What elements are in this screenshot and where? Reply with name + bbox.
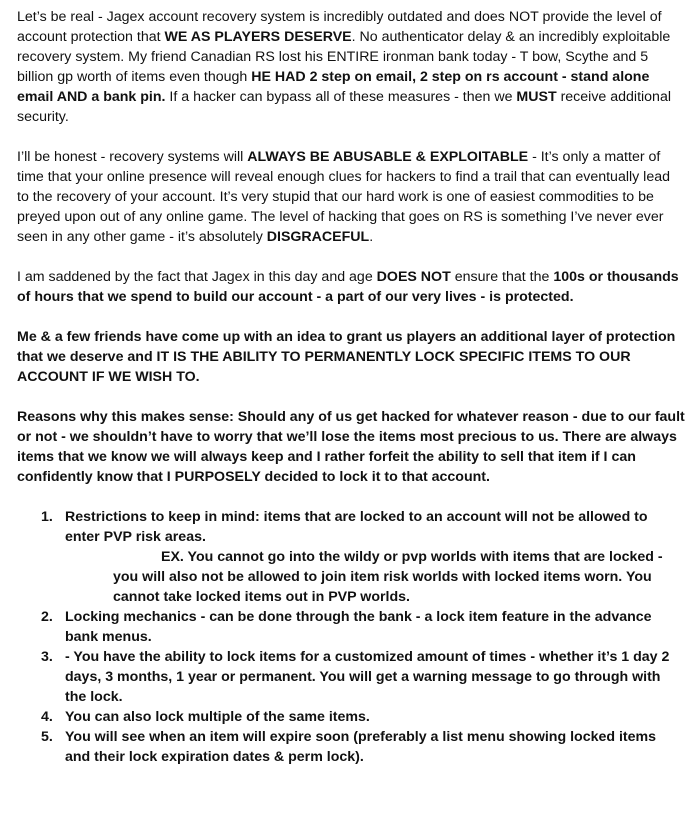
list-number: 3.	[41, 649, 53, 665]
text-run-bold: ALWAYS BE ABUSABLE & EXPLOITABLE	[247, 149, 529, 165]
paragraph-recovery	[17, 147, 685, 247]
list-item-text: - You have the ability to lock items for a customized amount of times - whether it’s 1 day 2 days, 3 months, 1 year or permanent. You will get a warning message to go through with the lock.	[65, 649, 670, 705]
text-run-bold: DOES NOT	[376, 269, 451, 285]
text-run-bold: MUST	[516, 89, 557, 105]
list-item	[17, 647, 685, 707]
text-run-bold: HE HAD 2 step on email, 2 step on rs account - stand alone email AND a bank pin.	[17, 69, 650, 105]
list-number: 4.	[41, 709, 53, 725]
text-run: Let’s be real - Jagex account recovery system is incredibly outdated and does NOT provide the level of account protection that	[17, 9, 662, 45]
list-item	[17, 727, 685, 767]
paragraph-reasons	[17, 407, 685, 487]
paragraph-saddened	[17, 267, 685, 307]
list-item-subtext: EX. You cannot go into the wildy or pvp worlds with items that are locked - you will also not be allowed to join item risk worlds with locked items worn. You cannot take locked items out in PVP worlds.	[113, 549, 663, 605]
list-item-text: You can also lock multiple of the same items.	[65, 709, 370, 725]
text-run-bold: WE AS PLAYERS DESERVE	[164, 29, 352, 45]
text-run-bold: Reasons why this makes sense: Should any of us get hacked for whatever reason - due to our fault or not - we shouldn’t have to worry that we’ll lose the items most precious to us. There are always items that we know we will always keep and I rather forfeit the ability to sell that item if I can confidently know that I PURPOSELY decided to lock it to that account.	[17, 409, 685, 485]
list-number: 2.	[41, 609, 53, 625]
list-item	[17, 707, 685, 727]
paragraph-intro	[17, 7, 685, 127]
text-run: .	[369, 229, 374, 245]
text-run: If a hacker can bypass all of these measures - then we	[165, 89, 517, 105]
text-run-bold: DISGRACEFUL	[266, 229, 370, 245]
text-run: . No authenticator delay & an incredibly exploitable recovery system. My friend Canadian RS lost his ENTIRE ironman bank today - T bow, Scythe and 5 billion gp worth of items even though	[17, 29, 671, 85]
list-item-text: Restrictions to keep in mind: items that are locked to an account will not be allowed to enter PVP risk areas.	[65, 509, 648, 545]
text-run-bold: Me & a few friends have come up with an idea to grant us players an additional layer of protection that we deserve and IT IS THE ABILITY TO PERMANENTLY LOCK SPECIFIC ITEMS TO OUR ACCOUNT IF WE WISH TO.	[17, 329, 676, 385]
text-run-bold: 100s or thousands of hours that we spend to build our account - a part of our very lives - is protected.	[17, 269, 679, 305]
numbered-list	[17, 507, 685, 767]
list-number: 1.	[41, 509, 53, 525]
list-item	[17, 507, 685, 607]
text-run: I am saddened by the fact that Jagex in this day and age	[17, 269, 377, 285]
list-item-text: You will see when an item will expire soon (preferably a list menu showing locked items and their lock expiration dates & perm lock).	[65, 729, 657, 765]
list-item-text: Locking mechanics - can be done through the bank - a lock item feature in the advance bank menus.	[65, 609, 652, 645]
text-run: I’ll be honest - recovery systems will	[17, 149, 248, 165]
text-run: ensure that the	[450, 269, 554, 285]
list-number: 5.	[41, 729, 53, 745]
paragraph-idea	[17, 327, 685, 387]
text-run: receive additional security.	[17, 89, 671, 125]
text-run: - It’s only a matter of time that your online presence will reveal enough clues for hackers to find a trail that can eventually lead to the recovery of your account. It’s very stupid that our hard work is one of easiest commodities to be preyed upon out of any online game. The level of hacking that goes on RS is something I’ve never ever seen in any other game - it’s absolutely	[17, 149, 670, 245]
list-item	[17, 607, 685, 647]
